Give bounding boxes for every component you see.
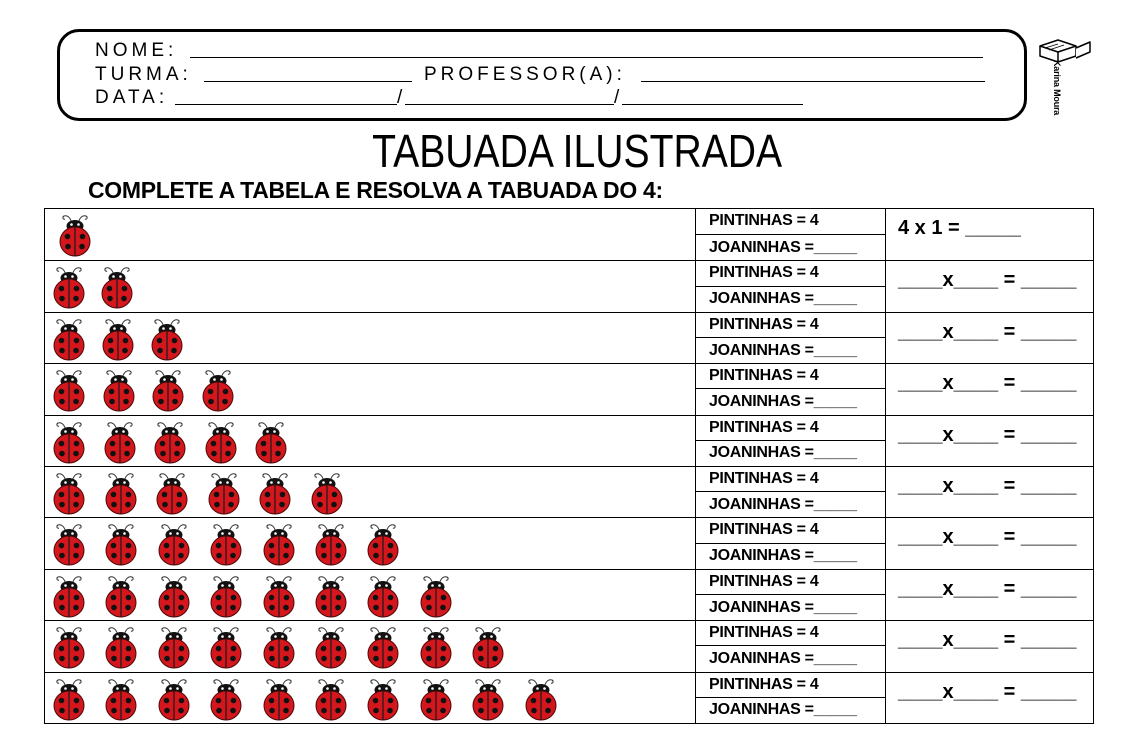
equation-field[interactable]: ____x____ = _____	[885, 570, 1093, 620]
ladybug-icon	[208, 522, 244, 566]
equation-field[interactable]: ____x____ = _____	[885, 518, 1093, 568]
ladybug-cell	[45, 416, 695, 466]
equation-field[interactable]: ____x____ = _____	[885, 673, 1093, 723]
count-cell	[695, 673, 885, 723]
count-cell	[695, 467, 885, 517]
ladybug-icon	[206, 471, 242, 515]
ladybug-icon	[51, 317, 87, 361]
count-cell	[695, 364, 885, 414]
ladybug-icon	[51, 625, 87, 669]
ladybug-icon	[51, 471, 87, 515]
ladybug-cell	[45, 313, 695, 363]
ladybugs-count-field[interactable]: JOANINHAS =_____	[709, 290, 857, 308]
count-cell	[695, 261, 885, 311]
ladybug-cell	[45, 570, 695, 620]
date-month-field[interactable]	[405, 104, 614, 105]
table-row	[45, 415, 1093, 466]
class-field[interactable]	[204, 81, 412, 82]
book-icon	[1036, 36, 1094, 64]
spots-label: PINTINHAS = 4	[696, 416, 885, 441]
ladybug-icon	[100, 317, 136, 361]
ladybug-icon	[313, 625, 349, 669]
spots-label: PINTINHAS = 4	[696, 209, 885, 235]
ladybug-icon	[208, 677, 244, 721]
ladybug-cell	[45, 261, 695, 311]
ladybug-icon	[365, 677, 401, 721]
ladybug-icon	[156, 677, 192, 721]
date-year-field[interactable]	[622, 104, 803, 105]
ladybug-icon	[156, 574, 192, 618]
ladybug-icon	[101, 368, 137, 412]
ladybug-icon	[253, 420, 289, 464]
ladybug-icon	[103, 522, 139, 566]
table-row	[45, 209, 1093, 260]
ladybug-icon	[150, 368, 186, 412]
equation-field[interactable]: ____x____ = _____	[885, 313, 1093, 363]
table-row	[45, 620, 1093, 671]
ladybug-icon	[523, 677, 559, 721]
table-row	[45, 466, 1093, 517]
spots-label: PINTINHAS = 4	[696, 467, 885, 492]
ladybugs-count-field[interactable]: JOANINHAS =_____	[709, 341, 857, 359]
ladybug-cell	[45, 518, 695, 568]
class-label: TURMA:	[95, 64, 192, 85]
instruction-text: COMPLETE A TABELA E RESOLVA A TABUADA DO 4:	[88, 177, 663, 203]
ladybug-icon	[309, 471, 345, 515]
ladybug-icon	[365, 625, 401, 669]
ladybug-icon	[418, 677, 454, 721]
ladybug-icon	[365, 574, 401, 618]
table-row	[45, 312, 1093, 363]
ladybug-cell	[45, 673, 695, 723]
page-title-text: TABUADA ILUSTRADA	[372, 125, 782, 177]
ladybug-icon	[103, 574, 139, 618]
ladybug-icon	[313, 574, 349, 618]
ladybug-icon	[313, 677, 349, 721]
multiplication-table	[44, 208, 1094, 724]
ladybugs-count-field[interactable]: JOANINHAS =_____	[709, 392, 857, 410]
ladybug-icon	[418, 625, 454, 669]
ladybug-icon	[51, 265, 87, 309]
name-label: NOME:	[95, 40, 178, 61]
ladybugs-count-field[interactable]: JOANINHAS =_____	[709, 238, 857, 256]
ladybug-icon	[99, 265, 135, 309]
teacher-field[interactable]	[641, 81, 985, 82]
spots-label: PINTINHAS = 4	[696, 621, 885, 646]
ladybug-cell	[45, 209, 695, 260]
ladybugs-count-field[interactable]: JOANINHAS =_____	[709, 444, 857, 462]
ladybug-icon	[313, 522, 349, 566]
ladybug-icon	[103, 625, 139, 669]
ladybug-icon	[103, 677, 139, 721]
teacher-label: PROFESSOR(A):	[424, 64, 626, 85]
ladybug-icon	[365, 522, 401, 566]
ladybug-icon	[200, 368, 236, 412]
ladybug-icon	[208, 625, 244, 669]
date-label: DATA:	[95, 87, 169, 108]
ladybug-icon	[149, 317, 185, 361]
ladybug-icon	[470, 625, 506, 669]
page-title	[22, 125, 1132, 177]
ladybug-icon	[261, 625, 297, 669]
ladybug-icon	[156, 522, 192, 566]
count-cell	[695, 518, 885, 568]
ladybug-icon	[154, 471, 190, 515]
spots-label: PINTINHAS = 4	[696, 570, 885, 595]
ladybug-icon	[261, 677, 297, 721]
spots-label: PINTINHAS = 4	[696, 261, 885, 286]
count-cell	[695, 313, 885, 363]
ladybugs-count-field[interactable]: JOANINHAS =_____	[709, 495, 857, 513]
ladybug-cell	[45, 621, 695, 671]
equation-field[interactable]: ____x____ = _____	[885, 621, 1093, 671]
ladybug-icon	[257, 471, 293, 515]
ladybug-icon	[51, 574, 87, 618]
equation-field[interactable]: ____x____ = _____	[885, 467, 1093, 517]
ladybug-icon	[51, 522, 87, 566]
ladybug-icon	[51, 420, 87, 464]
date-day-field[interactable]	[175, 104, 397, 105]
date-separator: /	[397, 87, 403, 108]
ladybug-icon	[208, 574, 244, 618]
spots-label: PINTINHAS = 4	[696, 518, 885, 543]
equation-field[interactable]: ____x____ = _____	[885, 416, 1093, 466]
ladybug-icon	[57, 213, 93, 257]
ladybug-icon	[103, 471, 139, 515]
ladybug-icon	[418, 574, 454, 618]
ladybugs-count-field[interactable]: JOANINHAS =_____	[709, 649, 857, 667]
spots-label: PINTINHAS = 4	[696, 673, 885, 698]
ladybug-icon	[102, 420, 138, 464]
table-row	[45, 569, 1093, 620]
spots-label: PINTINHAS = 4	[696, 364, 885, 389]
ladybug-icon	[156, 625, 192, 669]
table-row	[45, 517, 1093, 568]
ladybugs-count-field[interactable]: JOANINHAS =_____	[709, 701, 857, 719]
ladybug-cell	[45, 467, 695, 517]
ladybug-icon	[51, 368, 87, 412]
count-cell	[695, 621, 885, 671]
equation-field[interactable]: ____x____ = _____	[885, 364, 1093, 414]
name-field[interactable]	[190, 57, 983, 58]
ladybugs-count-field[interactable]: JOANINHAS =_____	[709, 547, 857, 565]
table-row	[45, 260, 1093, 311]
date-separator: /	[614, 87, 620, 108]
ladybug-cell	[45, 364, 695, 414]
ladybugs-count-field[interactable]: JOANINHAS =_____	[709, 598, 857, 616]
ladybug-icon	[152, 420, 188, 464]
logo-name: Karina Moura	[1052, 60, 1062, 116]
ladybug-icon	[51, 677, 87, 721]
table-row	[45, 672, 1093, 723]
ladybug-icon	[261, 522, 297, 566]
count-cell	[695, 209, 885, 260]
ladybug-icon	[261, 574, 297, 618]
ladybug-icon	[203, 420, 239, 464]
equation-field[interactable]: ____x____ = _____	[885, 261, 1093, 311]
table-row	[45, 363, 1093, 414]
count-cell	[695, 570, 885, 620]
count-cell	[695, 416, 885, 466]
ladybug-icon	[470, 677, 506, 721]
equation-field[interactable]: 4 x 1 = _____	[885, 209, 1093, 260]
spots-label: PINTINHAS = 4	[696, 313, 885, 338]
